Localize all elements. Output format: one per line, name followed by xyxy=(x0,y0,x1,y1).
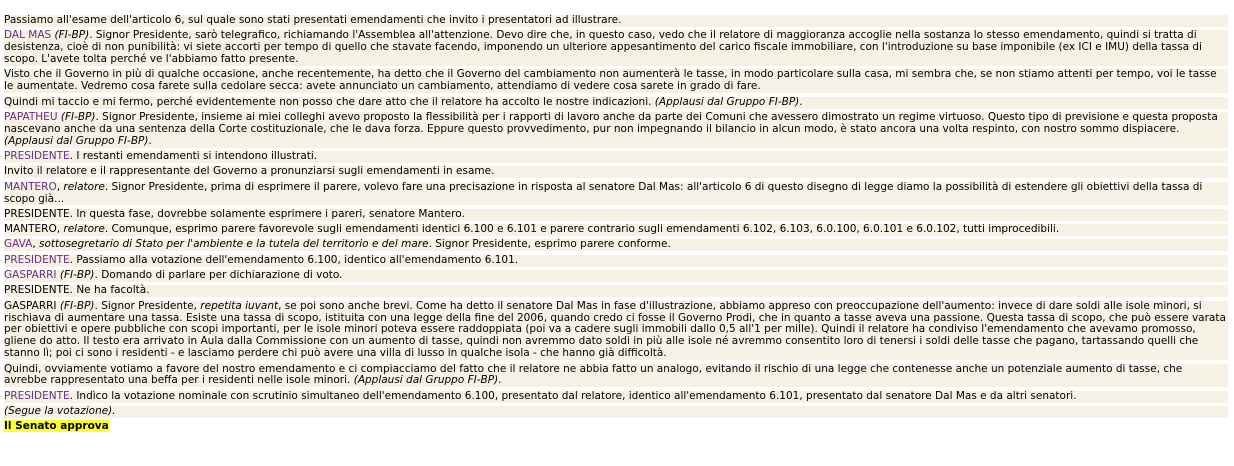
speaker-name: PRESIDENTE xyxy=(4,150,70,163)
speaker-name: MANTERO xyxy=(4,180,57,193)
paragraph-text: MANTERO, xyxy=(4,223,64,236)
transcript-paragraph xyxy=(4,224,1228,236)
paragraph-text: . I restanti emendamenti si intendono illustrati. xyxy=(69,150,318,163)
transcript-paragraph xyxy=(4,112,1228,148)
paragraph-text: . Passiamo alla votazione dell'emendamento 6.100, identico all'emendamento 6.101. xyxy=(69,253,519,266)
paragraph-text: . Signor Presidente, esprimo parere conforme. xyxy=(428,238,671,251)
paragraph-text: . xyxy=(799,95,803,108)
transcript-paragraph xyxy=(4,166,1228,178)
paragraph-text: Invito il relatore e il rappresentante del Governo a pronunziarsi sugli emendamenti in esame. xyxy=(4,165,495,178)
speaker-name: PRESIDENTE xyxy=(4,253,70,266)
transcript xyxy=(4,15,1228,433)
transcript-paragraph xyxy=(4,301,1228,361)
speaker-name: GASPARRI xyxy=(4,269,57,281)
speaker-name: GAVA xyxy=(4,238,33,251)
paragraph-text: PRESIDENTE. Ne ha facoltà. xyxy=(4,284,150,297)
transcript-paragraph xyxy=(4,239,1228,251)
italic-text: (FI-BP) xyxy=(60,110,96,123)
transcript-paragraph xyxy=(4,15,1228,27)
transcript-paragraph xyxy=(4,270,1228,282)
paragraph-text: . Domando di parlare per dichiarazione di voto. xyxy=(94,269,343,281)
paragraph-text: . Signor Presidente, prima di esprimere il parere, volevo fare una precisazione in risposta al senatore Dal Mas: all'articolo 6 di questo disegno di legge diamo la possibilità di estendere gli obiettivi della tassa di scopo già... xyxy=(4,180,1203,205)
italic-text: relatore xyxy=(63,223,105,236)
italic-text: (FI-BP) xyxy=(59,299,95,312)
paragraph-text: Quindi, ovviamente votiamo a favore del nostro emendamento e ci compiacciamo del fatto che il relatore ne abbia fatto un analogo, evitando il rischio di una legge che contenesse anche un potenziale aumento di tasse, che avrebbe rappresentato una beffa per i residenti nelle isole minori. xyxy=(4,362,1183,387)
transcript-paragraph xyxy=(4,285,1228,297)
paragraph-text: GASPARRI xyxy=(4,299,60,312)
italic-text: (Applausi dal Gruppo FI-BP) xyxy=(353,374,499,387)
paragraph-text: . Comunque, esprimo parere favorevole sugli emendamenti identici 6.100 e 6.101 e parere contrario sugli emendamenti 6.102, 6.103, 6.0.100, 6.0.101 e 6.0.102, tutti improcedibili. xyxy=(104,223,1060,236)
paragraph-text: . Signor Presidente, insieme ai miei colleghi avevo proposto la flessibilità per i rapporti di lavoro anche da parte dei Comuni che avessero dimostrato un regime virtuoso. Questo tipo di previsione e questa proposta nascevano anche da una sentenza della Corte costituzionale, che le dava forza. Eppure questo provvedimento, pur non impegnando il bilancio in alcun modo, è stato ancora una volta respinto, con nostro sommo dispiacere. xyxy=(4,110,1218,135)
speaker-name: PRESIDENTE xyxy=(4,389,70,402)
transcript-paragraph xyxy=(4,30,1228,66)
transcript-paragraph xyxy=(4,391,1228,403)
paragraph-text: , xyxy=(56,180,64,193)
italic-text: relatore xyxy=(63,180,105,193)
paragraph-text: . Signor Presidente, sarò telegrafico, richiamando l'Assemblea all'attenzione. Devo dire che, in questo caso, vedo che il relatore di maggioranza accoglie nella sostanza lo stesso emendamento, quindi si tratta di desistenza, cioè di non punibilità: vi siete accorti per tempo di quello che stavate facendo, imponendo un ulteriore appesantimento del carico fiscale immobiliare, con l'introduzione su base imponibile (ex ICI e IMU) della tassa di scopo. L'avete tolta perché ve l'abbiamo fatto presente. xyxy=(4,29,1202,66)
paragraph-text: Passiamo all'esame dell'articolo 6, sul quale sono stati presentati emendamenti che invito i presentatori ad illustrare. xyxy=(4,14,622,26)
italic-text: repetita iuvant xyxy=(200,299,279,312)
paragraph-text: . xyxy=(148,134,152,147)
paragraph-text: , se poi sono anche brevi. Come ha detto il senatore Dal Mas in fase d'illustrazione, abbiamo appreso con preoccupazione dell'aumento: invece di dare soldi alle isole minori, si rischiava di aumentare una tassa. Esiste una tassa di scopo, istituita con una legge della fine del 2006, quando credo ci fosse il Governo Prodi, che in quanto a tasse aveva una passione. Questa tassa di scopo, che può essere varata per obiettivi e opere pubbliche con scopi importanti, per le isole minori poteva essere raddoppiata (poi va a cadere sugli immobili dallo 0,5 all'1 per mille). Quindi il relatore ha condiviso l'emendamento che avevamo promosso, gliene do atto. Il testo era arrivato in Aula dalla Commissione con un aumento di tasse, quindi non avremmo dato soldi in più alle isole né avremmo consentito loro di tenersi i soldi delle tasse che pagano, tartassando quelli che stanno lì; poi ci sono i residenti - e lasciamo perdere chi può avere una villa di lusso in qualche isola - che hanno già difficoltà. xyxy=(4,299,1226,360)
senate-approves-label: Il Senato approva xyxy=(4,420,109,433)
italic-text: (Segue la votazione). xyxy=(4,405,116,418)
transcript-paragraph xyxy=(4,209,1228,221)
speaker-name: PAPATHEU xyxy=(4,110,58,123)
final-outcome xyxy=(4,421,1228,433)
transcript-paragraph xyxy=(4,364,1228,388)
paragraph-text: Quindi mi taccio e mi fermo, perché evidentemente non posso che dare atto che il relatore ha accolto le nostre indicazioni. xyxy=(4,95,655,108)
transcript-paragraph xyxy=(4,182,1228,206)
paragraph-text: Visto che il Governo in più di qualche occasione, anche recentemente, ha detto che il Governo del cambiamento non aumenterà le tasse, in modo particolare sulla casa, mi sembra che, se non stiamo attenti per tempo, voi le tasse le aumentate. Vedremo cosa farete sulla cedolare secca: avete annunciato un cambiamento, attendiamo di vedere cosa sarete in grado di fare. xyxy=(4,68,1217,93)
italic-text: sottosegretario di Stato per l'ambiente e la tutela del territorio e del mare xyxy=(39,238,429,251)
paragraph-text: . Indìco la votazione nominale con scrutinio simultaneo dell'emendamento 6.100, presentato dal relatore, identico all'emendamento 6.101, presentato dal senatore Dal Mas e da altri senatori. xyxy=(69,389,1077,402)
paragraph-text: . xyxy=(498,374,502,387)
transcript-paragraph xyxy=(4,255,1228,267)
paragraph-text: , xyxy=(32,238,40,251)
italic-text: (FI-BP) xyxy=(54,29,90,42)
transcript-paragraph xyxy=(4,97,1228,109)
italic-text: (Applausi dal Gruppo FI-BP) xyxy=(4,134,149,147)
transcript-paragraph xyxy=(4,69,1228,93)
italic-text: (FI-BP) xyxy=(59,269,95,281)
transcript-paragraph xyxy=(4,406,1228,418)
speaker-name: DAL MAS xyxy=(4,29,52,42)
italic-text: (Applausi dal Gruppo FI-BP) xyxy=(654,95,800,108)
paragraph-text: PRESIDENTE. In questa fase, dovrebbe solamente esprimere i pareri, senatore Mantero. xyxy=(4,207,465,220)
paragraph-text: . Signor Presidente, xyxy=(94,299,201,312)
transcript-paragraph xyxy=(4,151,1228,163)
